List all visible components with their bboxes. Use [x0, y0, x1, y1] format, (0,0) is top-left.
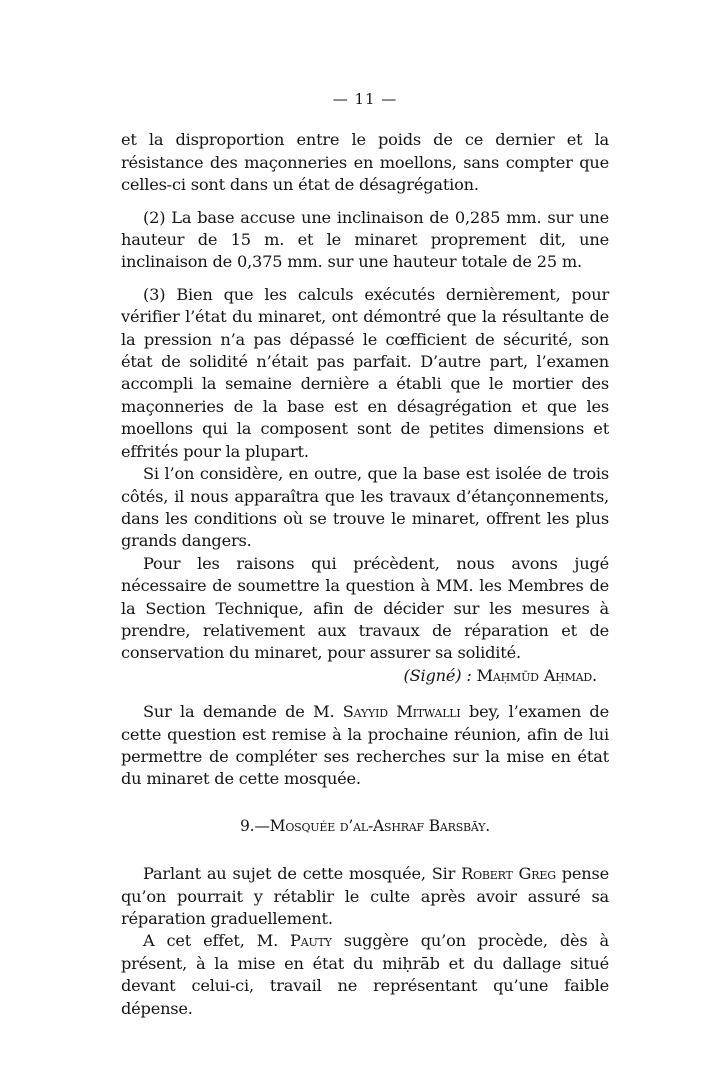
- text-run: suggère qu’on procède, dès à présent, à la mise en état du miḥrāb et du dallage situé devant celui-ci, travail ne représentant qu’une faible dépense.: [121, 931, 609, 1018]
- text-run: bey, l’examen de cette question est remise à la prochaine réunion, afin de lui permettre de compléter ses recherches sur la mise en état du minaret de cette mosquée.: [121, 702, 609, 789]
- section-heading: [121, 815, 609, 837]
- section-number: 9.—: [239, 816, 270, 835]
- paragraph-isolated-base: Si l’on considère, en outre, que la base est isolée de trois côtés, il nous apparaîtra que les travaux d’étançonnements, dans les conditions où se trouve le minaret, offrent les plus grands dangers.: [121, 464, 609, 551]
- text-run: A cet effet, M.: [143, 931, 291, 951]
- text-run: pense qu’on pourrait y rétablir le culte après avoir assuré sa réparation graduellement.: [121, 864, 609, 928]
- paragraph-note-3: (3) Bien que les calculs exécutés dernièrement, pour vérifier l’état du minaret, ont démontré que la résultante de la pression n’a pas dépassé le cœfficient de sécurité, son état de solidité n’était pas parfait. D’autre part, l’examen accompli la semaine dernière a établi que le mortier des maçonneries de la base est en désagrégation et que les moellons qui la composent sont de petites dimensions et effrités pour la plupart.: [121, 284, 609, 461]
- person-name: Robert Greg: [461, 864, 556, 884]
- document-page: [121, 88, 609, 1020]
- paragraph-greg: [121, 863, 609, 930]
- signature-name: Maḥmūd Aḥmad.: [476, 665, 597, 685]
- paragraph-note-2: (2) La base accuse une inclinaison de 0,285 mm. sur une hauteur de 15 m. et le minaret proprement dit, une inclinaison de 0,375 mm. sur une hauteur totale de 25 m.: [121, 207, 609, 272]
- page-number: — 11 —: [332, 90, 398, 108]
- paragraph-pauty: [121, 930, 609, 1020]
- paragraph-conclusion: Pour les raisons qui précèdent, nous avons jugé nécessaire de soumettre la question à MM. les Membres de la Section Technique, afin de décider sur les mesures à prendre, relativement aux travaux de réparation et de conservation du minaret, pour assurer sa solidité.: [121, 553, 609, 663]
- section-title: Mosquée d’al-Ashraf Barsbāy.: [269, 816, 491, 835]
- text-run: Parlant au sujet de cette mosquée, Sir: [143, 864, 462, 884]
- text-run: Sur la demande de M.: [143, 702, 343, 722]
- person-name: Sayyid Mitwalli: [342, 702, 461, 722]
- signature: [121, 665, 609, 687]
- paragraph-continuation: et la disproportion entre le poids de ce dernier et la résistance des maçonneries en moellons, sans compter que celles-ci sont dans un état de désagrégation.: [121, 130, 609, 195]
- paragraph-sayyid: [121, 701, 609, 791]
- person-name: Pauty: [290, 931, 332, 951]
- signature-prefix: (Signé) :: [403, 665, 477, 685]
